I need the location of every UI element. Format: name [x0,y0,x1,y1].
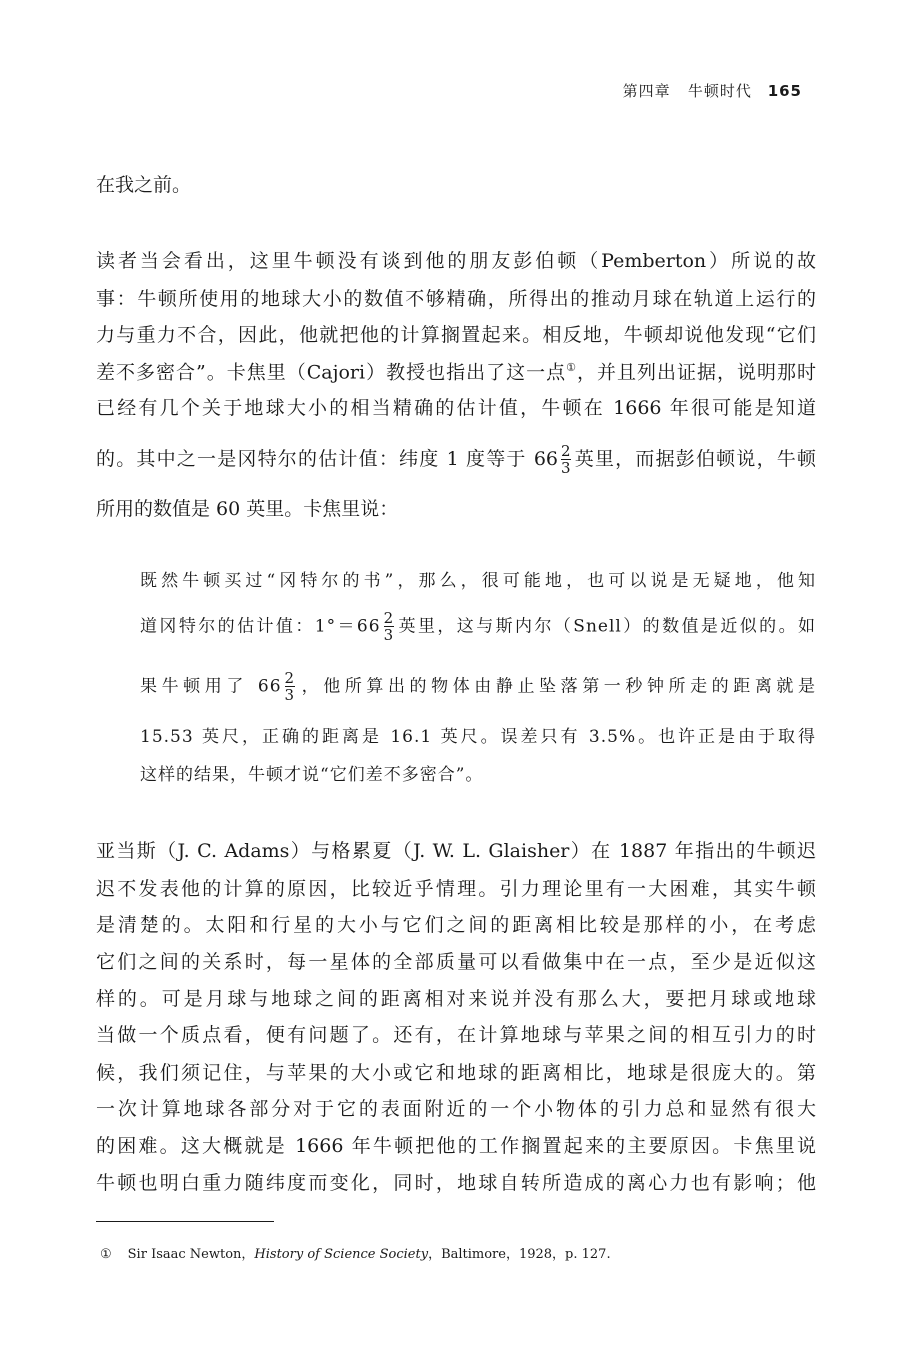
footnote-rest: ，Baltimore，1928，p. 127. [428,1247,611,1262]
footnote-author: Sir Isaac Newton， [127,1247,255,1262]
fraction-denominator: 3 [284,686,296,704]
text-line: 候，我们须记住，与苹果的大小或它和地球的距离相比，地球是很庞大的。第 [96,1062,816,1084]
quote-line: 既然牛顿买过“冈特尔的书”，那么，很可能地，也可以说是无疑地，他知 [140,571,816,591]
text-segment: ，并且列出证据，说明那时 [576,361,816,384]
text-segment: ，他所算出的物体由静止坠落第一秒钟所走的距离就是 [298,676,817,697]
page-number: 165 [767,82,802,100]
text-line: 迟不发表他的计算的原因，比较近乎情理。引力理论里有一大困难，其实牛顿 [96,878,816,900]
quote-line: 15.53 英尺，正确的距离是 16.1 英尺。误差只有 3.5%。也许正是由于取得 [140,727,816,747]
text-line: 的困难。这大概就是 1666 年牛顿把他的工作搁置起来的主要原因。卡焦里说 [96,1135,816,1157]
fraction [561,444,571,476]
footnote-publication: History of Science Society [254,1247,429,1262]
footnote-mark: ① [100,1247,112,1262]
text-line [96,444,816,476]
text-line: 一次计算地球各部分对于它的表面附近的一个小物体的引力总和显然有很大 [96,1098,816,1120]
text-line: 是清楚的。太阳和行星的大小与它们之间的距离相比较是那样的小，在考虑 [96,914,816,936]
text-line: 亚当斯（J. C. Adams）与格累夏（J. W. L. Glaisher）在 1887 年指出的牛顿迟 [96,840,816,862]
fraction-denominator: 3 [561,459,571,477]
text-segment: 英里，而据彭伯顿说，牛顿 [573,448,816,470]
footnote-ref: ① [566,361,577,374]
quote-line [140,671,816,703]
text-segment: 的。其中之一是冈特尔的估计值：纬度 1 度等于 66 [96,448,559,470]
text-line: 读者当会看出，这里牛顿没有谈到他的朋友彭伯顿（Pemberton）所说的故 [96,250,816,272]
text-line: 所用的数值是 60 英里。卡焦里说： [96,498,399,520]
text-line: 牛顿也明白重力随纬度而变化，同时，地球自转所造成的离心力也有影响；他 [96,1172,816,1194]
text-line: 样的。可是月球与地球之间的距离相对来说并没有那么大，要把月球或地球 [96,988,816,1010]
quote-line [140,611,816,643]
text-line: 它们之间的关系时，每一星体的全部质量可以看做集中在一点，至少是近似这 [96,951,816,973]
text-segment: 差不多密合”。卡焦里（Cajori）教授也指出了这一点 [96,361,567,384]
text-line: 事：牛顿所使用的地球大小的数值不够精确，所得出的推动月球在轨道上运行的 [96,288,816,310]
text-segment: 果牛顿用了 66 [140,676,282,697]
text-line [96,362,816,382]
text-segment: 英里，这与斯内尔（Snell）的数值是近似的。如 [397,616,817,637]
chapter-label: 第四章 [622,82,671,100]
fraction-numerator: 2 [383,609,395,627]
text-line: 已经有几个关于地球大小的相当精确的估计值，牛顿在 1666 年很可能是知道 [96,397,816,419]
text-line: 在我之前。 [96,174,192,196]
fraction-denominator: 3 [383,626,395,644]
fraction-numerator: 2 [561,442,571,460]
footnote [100,1243,611,1262]
footnote-divider [96,1221,274,1222]
fraction [285,671,296,703]
quote-line: 这样的结果，牛顿才说“它们差不多密合”。 [140,765,484,785]
chapter-title: 牛顿时代 [687,82,752,100]
text-segment: 道冈特尔的估计值：1°＝66 [140,616,381,637]
fraction-numerator: 2 [284,669,296,687]
running-header [623,80,802,101]
text-line: 当做一个质点看，便有问题了。还有，在计算地球与苹果之间的相互引力的时 [96,1024,816,1046]
fraction [384,611,395,643]
text-line: 力与重力不合，因此，他就把他的计算搁置起来。相反地，牛顿却说他发现“它们 [96,324,816,346]
